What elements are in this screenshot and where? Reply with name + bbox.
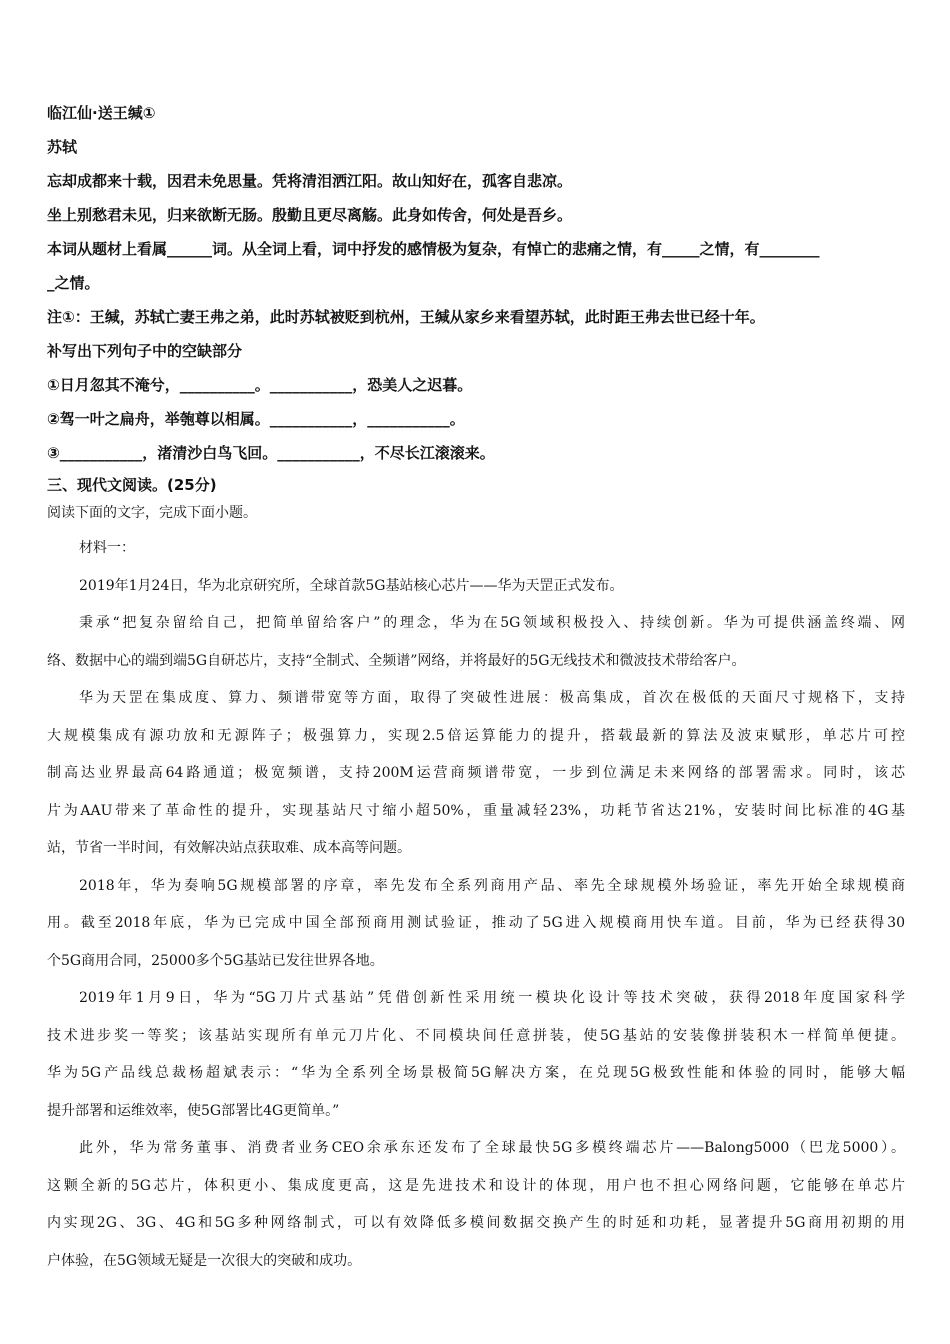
poem-author: 苏轼 (47, 138, 78, 156)
paragraph-line: 片为AAU带来了革命性的提升，实现基站尺寸缩小超50%，重量减轻23%，功耗节省达21%，安装时间比标准的4G基 (47, 802, 905, 819)
fill-blank-heading: 补写出下列句子中的空缺部分 (47, 342, 243, 360)
paragraph-line: 大规模集成有源功放和无源阵子；极强算力，实现2.5倍运算能力的提升，搭载最新的算法及波束赋形，单芯片可控 (47, 727, 905, 744)
question-text: 本词从题材上看属______词。从全词上看，词中抒发的感情极为复杂，有悼亡的悲痛之情，有_____之情，有________ (47, 240, 820, 258)
fill-blank-item: ①日月忽其不淹兮，__________。___________，恐美人之迟暮。 (47, 376, 473, 394)
paragraph-line: 2019年1月9日，华为“5G刀片式基站”凭借创新性采用统一模块化设计等技术突破，获得2018年度国家科学 (79, 990, 905, 1006)
question-text: _之情。 (47, 274, 100, 292)
fill-blank-item: ②驾一叶之扁舟，举匏尊以相属。___________，___________。 (47, 410, 465, 428)
poem-line: 坐上别愁君未见，归来欲断无肠。殷勤且更尽离觞。此身如传舍，何处是吾乡。 (47, 206, 573, 224)
paragraph-line: 此外，华为常务董事、消费者业务CEO余承东还发布了全球最快5G多模终端芯片——Balong5000（巴龙5000）。 (79, 1140, 905, 1156)
paragraph-line: 2018年，华为奏响5G规模部署的序章，率先发布全系列商用产品、率先全球规模外场验证，率先开始全球规模商 (79, 877, 905, 894)
document-page (47, 96, 905, 1280)
section-heading: 三、现代文阅读。(25分) (47, 476, 217, 494)
fill-blank-item: ③___________，渚清沙白鸟飞回。___________，不尽长江滚滚来。 (47, 444, 495, 462)
paragraph-line: 站，节省一半时间，有效解决站点获取难、成本高等问题。 (47, 840, 411, 856)
paragraph-line: 户体验，在5G领域无疑是一次很大的突破和成功。 (47, 1252, 362, 1269)
paragraph-line: 络、数据中心的端到端5G自研芯片，支持“全制式、全频谱”网络，并将最好的5G无线技术和微波技术带给客户。 (47, 652, 746, 669)
paragraph-line: 技术进步奖一等奖；该基站实现所有单元刀片化、不同模块间任意拼装，使5G基站的安装像拼装积木一样简单便捷。 (47, 1027, 905, 1044)
paragraph-line: 提升部署和运维效率，使5G部署比4G更简单。” (47, 1102, 340, 1119)
paragraph-line: 制高达业界最高64路通道；极宽频谱，支持200M运营商频谱带宽，一步到位满足未来网络的部署需求。同时，该芯 (47, 765, 905, 781)
poem-title: 临江仙·送王缄① (47, 104, 156, 122)
poem-line: 忘却成都来十载，因君未免思量。凭将清泪洒江阳。故山知好在，孤客自悲凉。 (47, 172, 573, 190)
paragraph-line: 这颗全新的5G芯片，体积更小、集成度更高，这是先进技术和设计的体现，用户也不担心网络问题，它能够在单芯片 (47, 1177, 905, 1194)
paragraph-line: 用。截至2018年底，华为已完成中国全部预商用测试验证，推动了5G进入规模商用快车道。目前，华为已经获得30 (47, 915, 905, 931)
material-label: 材料一： (79, 540, 135, 556)
paragraph-line: 秉承“把复杂留给自己，把简单留给客户”的理念，华为在5G领域积极投入、持续创新。华为可提供涵盖终端、网 (79, 615, 905, 631)
reading-instruction: 阅读下面的文字，完成下面小题。 (47, 505, 257, 521)
paragraph-line: 内实现2G、3G、4G和5G多种网络制式，可以有效降低多模间数据交换产生的时延和功耗，显著提升5G商用初期的用 (47, 1215, 905, 1231)
paragraph-line: 个5G商用合同，25000多个5G基站已发往世界各地。 (47, 952, 384, 969)
paragraph-line: 华为天罡在集成度、算力、频谱带宽等方面，取得了突破性进展：极高集成，首次在极低的天面尺寸规格下，支持 (79, 690, 905, 706)
paragraph-line: 华为5G产品线总裁杨超斌表示：“华为全系列全场景极简5G解决方案，在兑现5G极致性能和体验的同时，能够大幅 (47, 1065, 905, 1081)
paragraph: 2019年1月24日，华为北京研究所，全球首款5G基站核心芯片——华为天罡正式发布。 (79, 577, 624, 594)
poem-note: 注①：王缄，苏轼亡妻王弗之弟，此时苏轼被贬到杭州，王缄从家乡来看望苏轼，此时距王弗去世已经十年。 (47, 308, 765, 326)
